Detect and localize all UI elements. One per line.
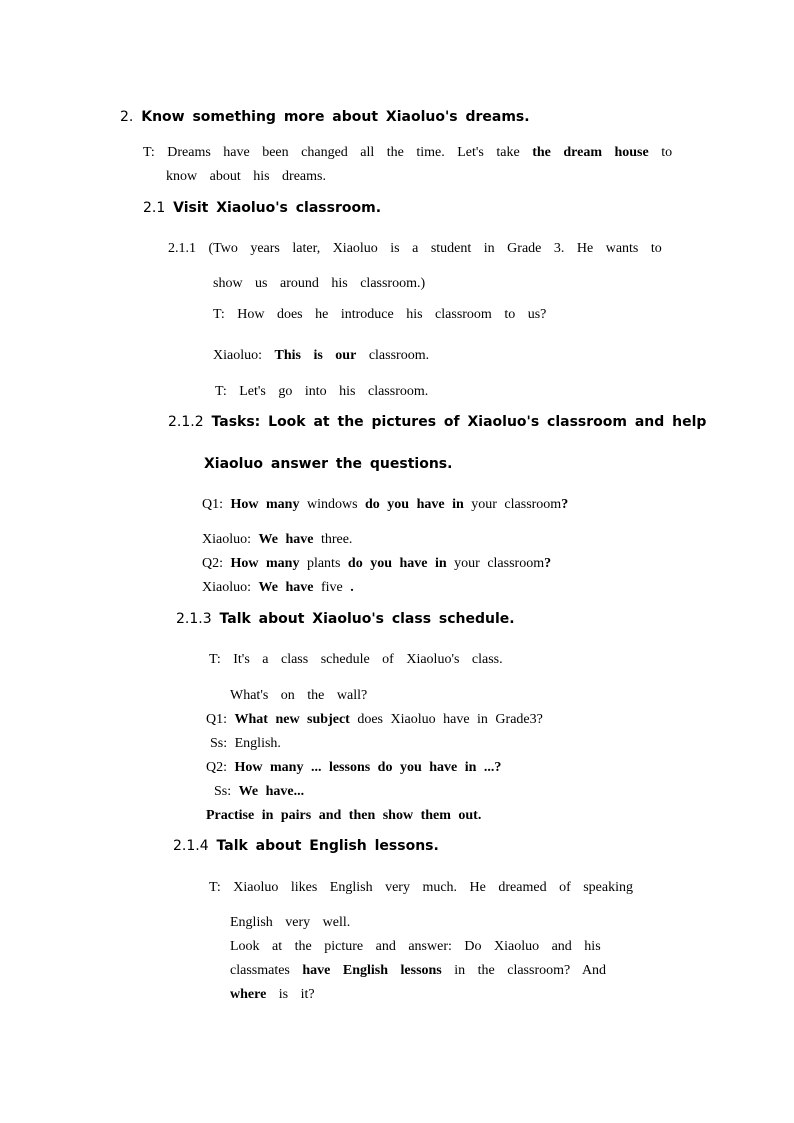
subsection-title: Visit Xiaoluo's classroom. (173, 200, 382, 216)
s212-number: 2.1.2 (168, 414, 204, 430)
s213-a1: Ss: English. (210, 736, 281, 751)
s213-line-1: T: It's a class schedule of Xiaoluo's class. (209, 652, 503, 667)
s211-line-4 (213, 349, 429, 363)
section-number: 2. (120, 109, 134, 125)
bold: We have... (238, 784, 305, 799)
bold: How many (230, 556, 300, 571)
s214-line-4 (230, 964, 606, 978)
s211-line-2: show us around his classroom.) (213, 276, 426, 291)
s212-title: Tasks: Look at the pictures of Xiaoluo's classroom and help (211, 414, 707, 430)
s213-a2 (214, 785, 304, 799)
s214-line-1: T: Xiaoluo likes English very much. He dreamed of speaking (209, 880, 633, 895)
q-label: Q1: (206, 712, 227, 727)
bold: ? (561, 497, 569, 512)
speaker: Xiaoluo: (202, 580, 251, 595)
s212-q1 (202, 498, 568, 512)
s212-q2 (202, 557, 551, 571)
s212-a1 (202, 533, 352, 547)
s214-number: 2.1.4 (173, 838, 209, 854)
q-label: Q2: (206, 760, 227, 775)
text: five (320, 580, 343, 595)
s213-q2 (206, 761, 501, 775)
key-phrase: This is our (274, 348, 357, 363)
bold: What new subject (234, 712, 350, 727)
s213-number: 2.1.3 (176, 611, 212, 627)
intro-bold: the dream house (532, 145, 649, 160)
text: your classroom (454, 556, 545, 571)
intro-line-1 (143, 146, 672, 160)
speaker: Ss: (214, 784, 232, 799)
bold: We have (258, 532, 314, 547)
speaker: Xiaoluo: (213, 348, 262, 363)
s211-line-1: 2.1.1 (Two years later, Xiaoluo is a student in Grade 3. He wants to (168, 241, 662, 256)
text: classmates (230, 963, 290, 978)
text: does Xiaoluo have in Grade3? (357, 712, 543, 727)
text: windows (306, 497, 358, 512)
s211-line-3: T: How does he introduce his classroom to us? (213, 307, 547, 322)
text: three. (320, 532, 353, 547)
s214-title (173, 839, 439, 853)
s213-heading: Talk about Xiaoluo's class schedule. (219, 611, 515, 627)
text: your classroom (471, 497, 562, 512)
section-title: Know something more about Xiaoluo's dreams. (141, 109, 530, 125)
text: is it? (278, 987, 315, 1002)
s212-title-line-1 (168, 415, 706, 429)
text: plants (306, 556, 341, 571)
subsection-heading (143, 201, 381, 215)
s214-line-3: Look at the picture and answer: Do Xiaoluo and his (230, 939, 601, 954)
bold: do you have in (365, 497, 464, 512)
intro-text-end: to (661, 145, 673, 160)
s213-title (176, 612, 515, 626)
s214-line-2: English very well. (230, 915, 351, 930)
s213-q1 (206, 713, 543, 727)
s213-line-2: What's on the wall? (230, 688, 368, 703)
subsection-number: 2.1 (143, 200, 166, 216)
bold: do you have in (347, 556, 447, 571)
text: in the classroom? And (454, 963, 607, 978)
s214-line-5 (230, 988, 315, 1002)
q-label: Q1: (202, 497, 223, 512)
text: classroom. (368, 348, 430, 363)
s212-a2 (202, 581, 354, 595)
s213-practise: Practise in pairs and then show them out. (206, 808, 482, 823)
intro-line-2: know about his dreams. (166, 169, 326, 184)
s212-title-line-2: Xiaoluo answer the questions. (204, 456, 453, 472)
s211-line-5: T: Let's go into his classroom. (215, 384, 429, 399)
bold: How many (230, 497, 300, 512)
intro-text: T: Dreams have been changed all the time. Let's take (143, 145, 520, 160)
bold: . (350, 580, 354, 595)
q-label: Q2: (202, 556, 223, 571)
bold: We have (258, 580, 314, 595)
bold: have English lessons (302, 963, 442, 978)
section-heading (120, 110, 530, 124)
bold: ? (544, 556, 552, 571)
bold: How many ... lessons do you have in ...? (234, 760, 502, 775)
bold: where (230, 987, 267, 1002)
s214-heading: Talk about English lessons. (216, 838, 439, 854)
speaker: Xiaoluo: (202, 532, 251, 547)
